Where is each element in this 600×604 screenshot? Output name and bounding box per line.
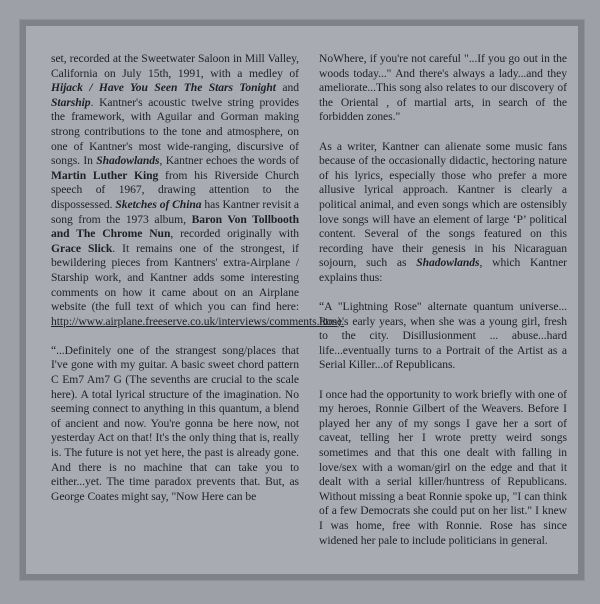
text: , Kantner echoes the words of — [159, 154, 299, 168]
text: and — [275, 81, 299, 95]
page-frame — [20, 20, 584, 580]
text: , which Kantner explains thus: — [319, 256, 567, 284]
song-title-stars: Have You Seen The Stars Tonight — [98, 81, 276, 95]
name-grace-slick: Grace Slick — [51, 241, 113, 255]
name-mlk: Martin Luther King — [51, 168, 159, 182]
album-title-baron: Baron Von Tollbooth and The Chrome Nun — [51, 212, 299, 241]
paragraph-liner-notes-intro — [51, 52, 345, 329]
right-column — [319, 52, 567, 563]
text: . Kantner's acoustic twelve string provides the framework, with Aguilar and Gorman making strong contributions to the tone and atmosphere, on one of Kantner's most wide-ranging, discursive of songs. In — [51, 95, 299, 168]
song-title-shadowlands-2: Shadowlands — [416, 256, 480, 270]
text: As a writer, Kantner can alienate some music fans because of the occasionally didactic, hectoring nature of his lyrics, especially those who prefer a more allusive lyrical approach. Kantner is clearly a political animal, and even songs which are ostensibly love songs will have an element of large ‘P’ political content. Several of the songs featured on this recording have their genesis in his Nicaraguan sojourn, such as — [319, 139, 567, 270]
text: set, recorded at the Sweetwater Saloon in Mill Valley, California on July 15th, 1991, with a medley of — [51, 52, 299, 80]
paragraph-ronnie-gilbert: I once had the opportunity to work briefly with one of my heroes, Ronnie Gilbert of the Weavers. Before I played her any of my songs I gave her a sort of caveat, telling her I wrote pretty weird songs sometimes and that this one dealt with falling in love/sex with a woman/girl on the edge and that it dealt with a serial killer/huntress of Republicans. Without missing a beat Ronnie spoke up, "I can think of a few Democrats she could put on her list." I knew I was home, free with Ronnie. Rose has since widened her pale to include politicians in general. — [319, 387, 567, 547]
paragraph-quote-kantner: “...Definitely one of the strangest song/places that I've gone with my guitar. A basic sweet chord pattern C Em7 Am7 G (The sevenths are crucial to the scale here). A total lyrical structure of the imagination. No seeming connect to anything in this quantum, a blend of ancient and now. You're gonna be here now, not yesterday Act on that! It's the only thing that is, really is. The future is not yet here, the past is already gone. And there is no machine that can take you to either...yet. The time paradox prevents that. But, as George Coates might say, "Now Here can be — [51, 343, 299, 503]
separator: / — [82, 81, 99, 95]
song-title-shadowlands: Shadowlands — [96, 154, 160, 168]
text: has Kantner revisit a song from the 1973 album, — [51, 197, 299, 226]
text: from his Riverside Church speech of 1967, drawing attention to the dispossessed. — [51, 168, 299, 211]
song-title-hijack: Hijack — [51, 81, 83, 95]
song-title-sketches: Sketches of China — [115, 197, 202, 211]
left-column — [51, 52, 345, 519]
paragraph-lightning-rose: “A "Lightning Rose" alternate quantum universe... Rose's early years, when she was a young girl, fresh to the city. Disillusionment ... abuse...hard life...eventually turns to a Portrait of the Artist as a Serial Killer...of Republicans. — [319, 300, 567, 372]
text: . It remains one of the strongest, if bewildering pieces from Kantners' extra-Airplane / Starship work, and Kantner adds some interesting comments on how it came about on an Airplane website (the full text of which you can find here: — [51, 241, 299, 314]
website-link[interactable]: http://www.airplane.freeserve.co.uk/interviews/comments.htm). — [51, 314, 345, 328]
text: , recorded originally with — [170, 227, 299, 241]
song-title-starship: Starship — [51, 95, 91, 109]
paragraph-writer — [319, 140, 567, 286]
paragraph-quote-continued: NoWhere, if you're not careful "...If you go out in the woods today..." And there's always a lady...and they ameliorate...This song also relates to our discovery of the Oriental , of martial arts, in search of the forbidden zones." — [319, 52, 567, 124]
